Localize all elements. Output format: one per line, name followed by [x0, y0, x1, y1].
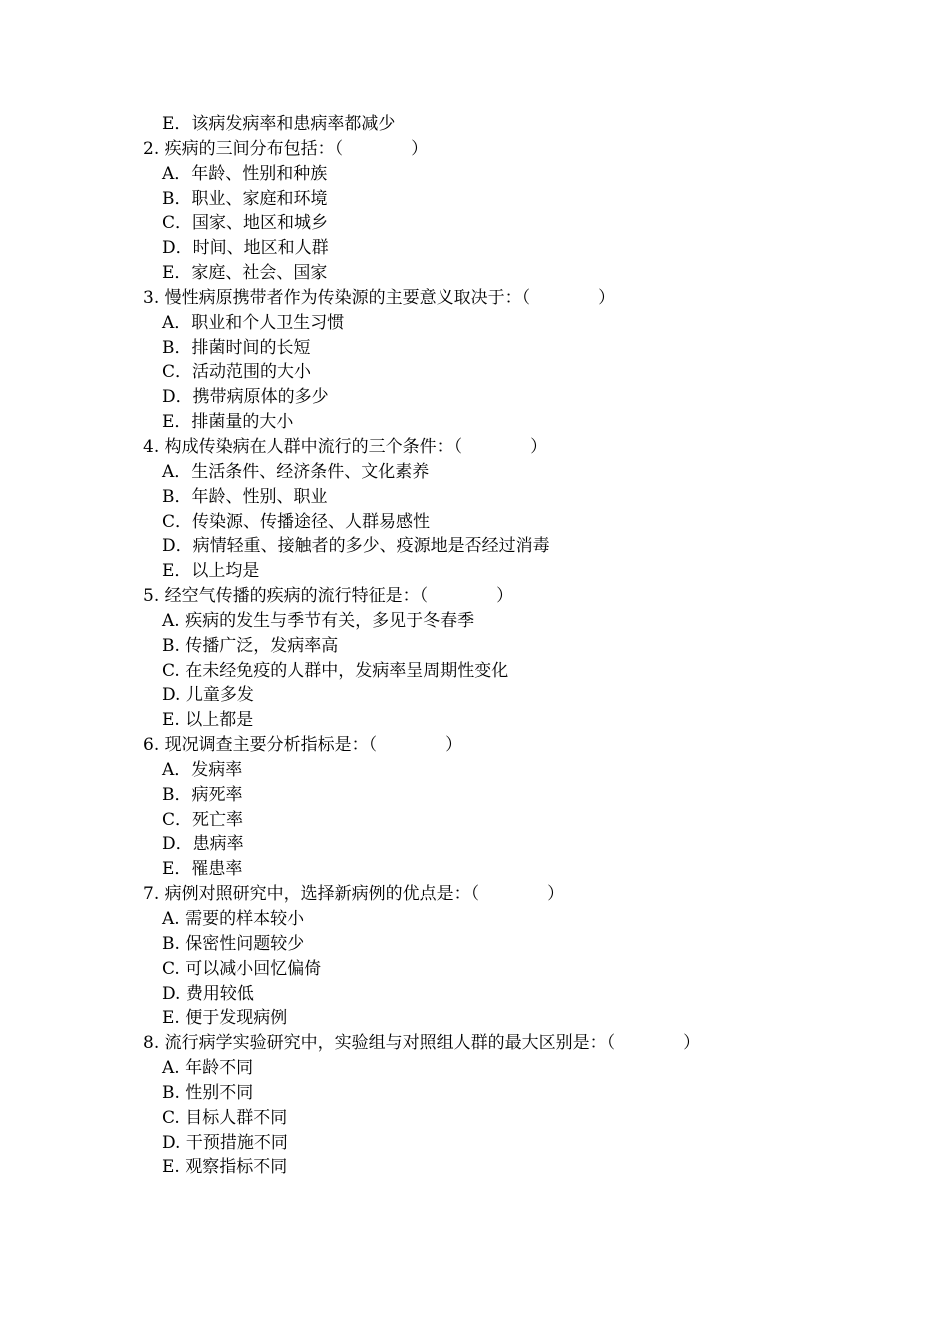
option-line: A. 年龄不同	[162, 1058, 254, 1079]
question-stem: 8. 流行病学实验研究中，实验组与对照组人群的最大区别是：（ ）	[143, 1033, 701, 1054]
option-line: E. 观察指标不同	[162, 1157, 288, 1178]
option-line: B. 传播广泛，发病率高	[162, 635, 339, 656]
option-line: C．活动范围的大小	[162, 362, 312, 383]
option-line: C. 在未经免疫的人群中，发病率呈周期性变化	[162, 660, 509, 681]
option-line: A．年龄、性别和种族	[162, 163, 328, 184]
option-line: E．以上均是	[162, 561, 260, 582]
option-line: A．生活条件、经济条件、文化素养	[162, 461, 430, 482]
question-stem: 4. 构成传染病在人群中流行的三个条件：（ ）	[143, 436, 548, 457]
question-stem: 7. 病例对照研究中，选择新病例的优点是：（ ）	[143, 884, 565, 905]
option-line: D．患病率	[162, 834, 244, 855]
option-line: A. 疾病的发生与季节有关，多见于冬春季	[162, 610, 475, 631]
question-list	[0, 112, 950, 1180]
option-line: E．罹患率	[162, 859, 243, 880]
option-line: C．国家、地区和城乡	[162, 213, 329, 234]
question-stem: 6. 现况调查主要分析指标是：（ ）	[143, 735, 463, 756]
option-line: E．排菌量的大小	[162, 412, 294, 433]
option-line: D．携带病原体的多少	[162, 387, 329, 408]
option-line: E．该病发病率和患病率都减少	[162, 114, 396, 134]
option-line: B. 保密性问题较少	[162, 933, 305, 954]
option-line: B．职业、家庭和环境	[162, 188, 328, 209]
option-line: B．病死率	[162, 784, 243, 805]
option-line: D．时间、地区和人群	[162, 238, 329, 259]
question-stem: 3. 慢性病原携带者作为传染源的主要意义取决于：（ ）	[143, 287, 616, 308]
option-line: B．年龄、性别、职业	[162, 486, 328, 507]
option-line: A．职业和个人卫生习惯	[162, 312, 345, 333]
option-line: E. 以上都是	[162, 710, 254, 731]
option-line: B．排菌时间的长短	[162, 337, 311, 358]
option-line: C．传染源、传播途径、人群易感性	[162, 511, 431, 532]
option-line: A. 需要的样本较小	[162, 909, 305, 929]
option-line: D. 费用较低	[162, 983, 254, 1004]
option-line: E．家庭、社会、国家	[162, 263, 328, 284]
option-line: D．病情轻重、接触者的多少、疫源地是否经过消毒	[162, 536, 550, 557]
question-stem: 5. 经空气传播的疾病的流行特征是：（ ）	[143, 586, 514, 607]
option-line: C. 可以减小回忆偏倚	[162, 958, 322, 979]
option-line: E. 便于发现病例	[162, 1008, 288, 1029]
option-line: A．发病率	[162, 759, 243, 780]
option-line: C．死亡率	[162, 809, 244, 830]
option-line: D. 儿童多发	[162, 685, 254, 706]
option-line: B. 性别不同	[162, 1082, 254, 1103]
question-stem: 2. 疾病的三间分布包括：（ ）	[143, 138, 429, 159]
option-line: C. 目标人群不同	[162, 1107, 288, 1128]
option-line: D. 干预措施不同	[162, 1132, 288, 1153]
